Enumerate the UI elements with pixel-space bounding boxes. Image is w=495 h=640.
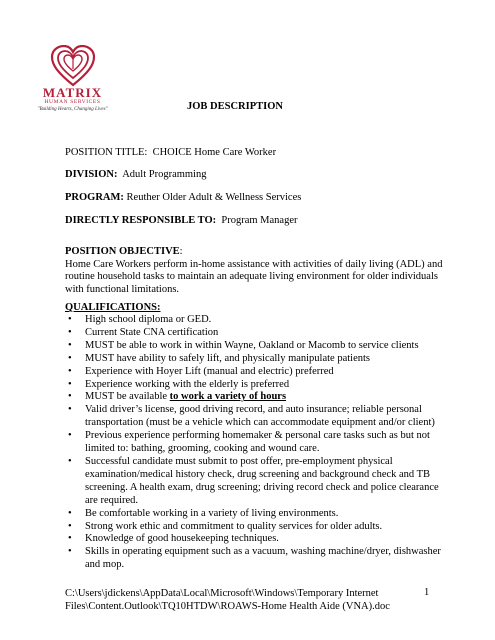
objective-heading-colon: : xyxy=(179,246,183,257)
footer-file-path: C:\Users\jdickens\AppData\Local\Microsoft\Windows\Temporary Internet Files\Content.Outlook\TQ10HTDW\ROAWS-Home Health Aide (VNA).doc xyxy=(65,588,390,612)
program-field xyxy=(65,192,301,203)
list-item: • Experience with Hoyer Lift (manual and electric) preferred xyxy=(68,365,334,377)
division-label: DIVISION: xyxy=(65,169,118,180)
position-title-value: CHOICE Home Care Worker xyxy=(152,147,277,158)
position-objective xyxy=(65,246,445,296)
responsible-to-label: DIRECTLY RESPONSIBLE TO: xyxy=(65,215,217,226)
objective-text: Home Care Workers perform in-home assistance with activities of daily living (ADL) and routine household tasks to maintain an adequate living environment for older individuals with functional limitations. xyxy=(65,258,443,295)
qualifications-list xyxy=(65,314,450,572)
list-item: • Current State CNA certification xyxy=(68,326,219,338)
list-item: • High school diploma or GED. xyxy=(68,314,212,325)
bullet-icon: • xyxy=(68,507,72,519)
bullet-icon: • xyxy=(68,404,72,416)
bullet-icon: • xyxy=(68,378,72,390)
program-value: Reuther Older Adult & Wellness Services xyxy=(126,192,302,203)
qualifications-heading: QUALIFICATIONS: xyxy=(65,302,161,313)
matrix-logo xyxy=(25,45,120,125)
list-item: • MUST be able to work in within Wayne, Oakland or Macomb to service clients xyxy=(68,339,419,351)
position-title-label: POSITION TITLE: xyxy=(65,147,148,158)
logo-subtitle: HUMAN SERVICES xyxy=(44,99,101,105)
document-title: JOB DESCRIPTION xyxy=(187,101,283,112)
bullet-icon: • xyxy=(68,314,72,325)
availability-emphasis: to work a variety of hours xyxy=(169,391,287,403)
logo-tagline: "Building Hearts, Changing Lives" xyxy=(37,107,108,112)
page-number: 1 xyxy=(424,587,430,598)
list-item: • Experience working with the elderly is preferred xyxy=(68,378,290,390)
list-item: • Valid driver’s license, good driving record, and auto insurance; reliable personal transportation (must be a vehicle which can accommodate equipment and/or client) xyxy=(68,404,435,429)
list-item-availability: • MUST be available to work a variety of hours xyxy=(68,391,287,403)
responsible-to-value: Program Manager xyxy=(221,215,298,226)
objective-heading: POSITION OBJECTIVE xyxy=(65,246,180,257)
bullet-icon: • xyxy=(68,326,72,338)
bullet-icon: • xyxy=(68,430,72,442)
bullet-icon: • xyxy=(68,391,72,403)
list-item: • Strong work ethic and commitment to quality services for older adults. xyxy=(68,520,383,532)
list-item: • MUST have ability to safely lift, and physically manipulate patients xyxy=(68,352,370,364)
division-value: Adult Programming xyxy=(122,169,207,180)
division-field xyxy=(65,169,206,180)
bullet-icon: • xyxy=(68,365,72,377)
list-item: • Previous experience performing homemaker & personal care tasks such as but not limited to: bathing, grooming, cooking and wound care. xyxy=(68,430,430,455)
bullet-icon: • xyxy=(68,533,72,545)
program-label: PROGRAM: xyxy=(65,192,124,203)
bullet-icon: • xyxy=(68,520,72,532)
bullet-icon: • xyxy=(68,455,72,467)
bullet-icon: • xyxy=(68,546,72,558)
bullet-icon: • xyxy=(68,339,72,351)
list-item: • Knowledge of good housekeeping techniques. xyxy=(68,533,279,545)
logo-name: MATRIX xyxy=(42,85,103,100)
list-item: • Be comfortable working in a variety of living environments. xyxy=(68,507,339,519)
responsible-to-field xyxy=(65,215,298,226)
heart-logo-icon xyxy=(50,45,96,87)
list-item: • Successful candidate must submit to post offer, pre-employment physical examination/medical history check, drug screening and background check and TB screening. A health exam, drug screening; driving record check and police clearance are required. xyxy=(68,455,439,506)
bullet-icon: • xyxy=(68,352,72,364)
list-item: • Skills in operating equipment such as a vacuum, washing machine/dryer, dishwasher and mop. xyxy=(68,546,441,571)
position-title-field xyxy=(65,147,276,158)
